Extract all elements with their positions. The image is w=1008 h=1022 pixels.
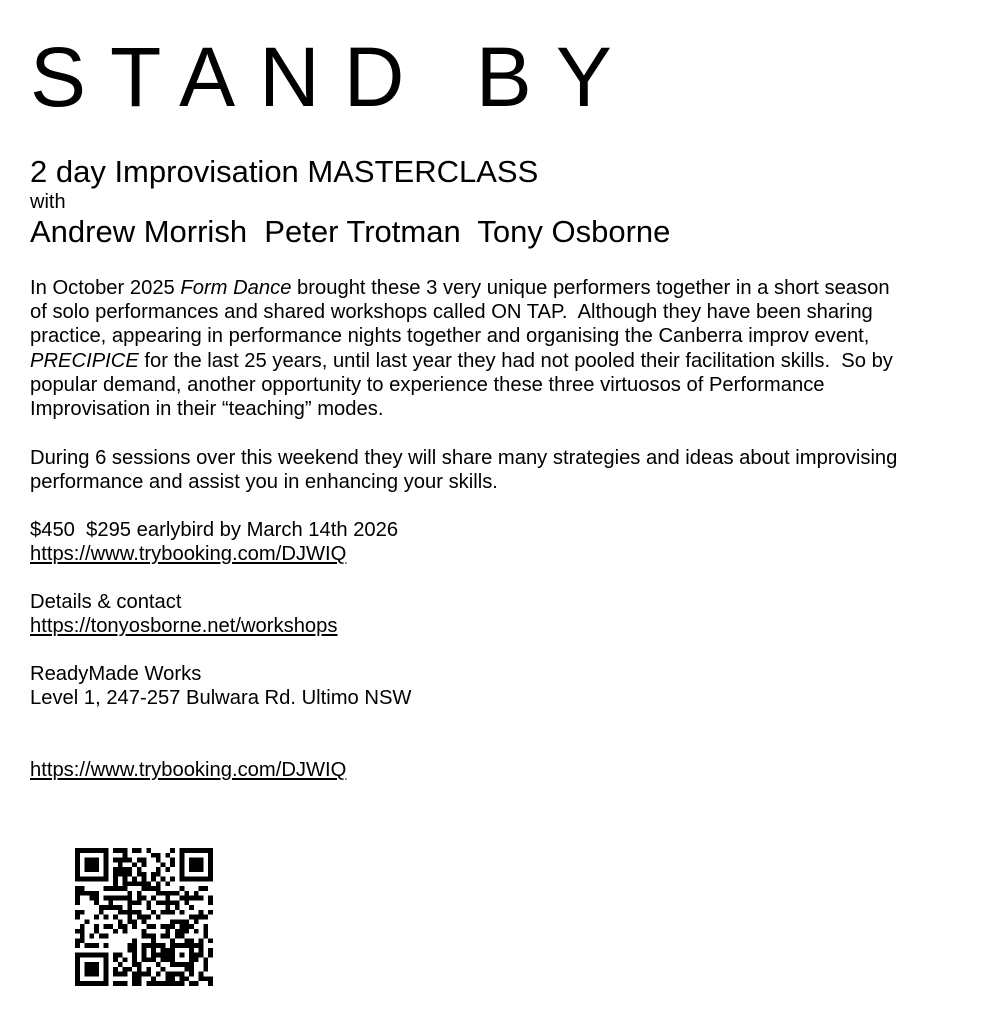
text-line: practice, appearing in performance nights together and organising the Canberra improv event, — [30, 325, 870, 348]
venue-name: ReadyMade Works — [30, 663, 202, 685]
text-line: During 6 sessions over this weekend they will share many strategies and ideas about improvising — [30, 447, 898, 469]
teacher-name: Tony Osborne — [477, 214, 671, 249]
booking-link-block — [30, 758, 346, 782]
intro-paragraph — [30, 276, 990, 421]
with-label: with — [30, 191, 66, 213]
text-line: popular demand, another opportunity to experience these three virtuosos of Performance — [30, 373, 825, 396]
booking-link-secondary[interactable]: https://www.trybooking.com/DJWIQ — [30, 759, 347, 781]
page-title: STAND BY — [30, 30, 636, 124]
qr-code-icon[interactable] — [75, 848, 213, 986]
pricing-block — [30, 518, 398, 566]
venue-block — [30, 662, 411, 710]
masterclass-subtitle: 2 day Improvisation MASTERCLASS — [30, 154, 539, 189]
text-line: of solo performances and shared workshops called ON TAP. Although they have been sharing — [30, 301, 873, 324]
teacher-name: Peter Trotman — [264, 214, 461, 249]
details-label: Details & contact — [30, 591, 182, 613]
text-line: In October 2025 Form Dance brought these 3 very unique performers together in a short season — [30, 277, 890, 299]
price-text: $450 $295 earlybird by March 14th 2026 — [30, 519, 399, 541]
teacher-names — [30, 213, 670, 251]
text-line: Improvisation in their “teaching” modes. — [30, 398, 384, 421]
details-link[interactable]: https://tonyosborne.net/workshops — [30, 615, 338, 638]
booking-link[interactable]: https://www.trybooking.com/DJWIQ — [30, 543, 347, 566]
company-name: Form Dance — [180, 277, 292, 299]
event-name: PRECIPICE — [30, 349, 139, 372]
details-block — [30, 590, 337, 638]
text-line: performance and assist you in enhancing your skills. — [30, 471, 498, 494]
teacher-name: Andrew Morrish — [30, 214, 248, 249]
venue-address: Level 1, 247-257 Bulwara Rd. Ultimo NSW — [30, 687, 412, 710]
text-line: PRECIPICE for the last 25 years, until last year they had not pooled their facilitation skills. So by — [30, 349, 893, 372]
sessions-paragraph — [30, 446, 990, 494]
